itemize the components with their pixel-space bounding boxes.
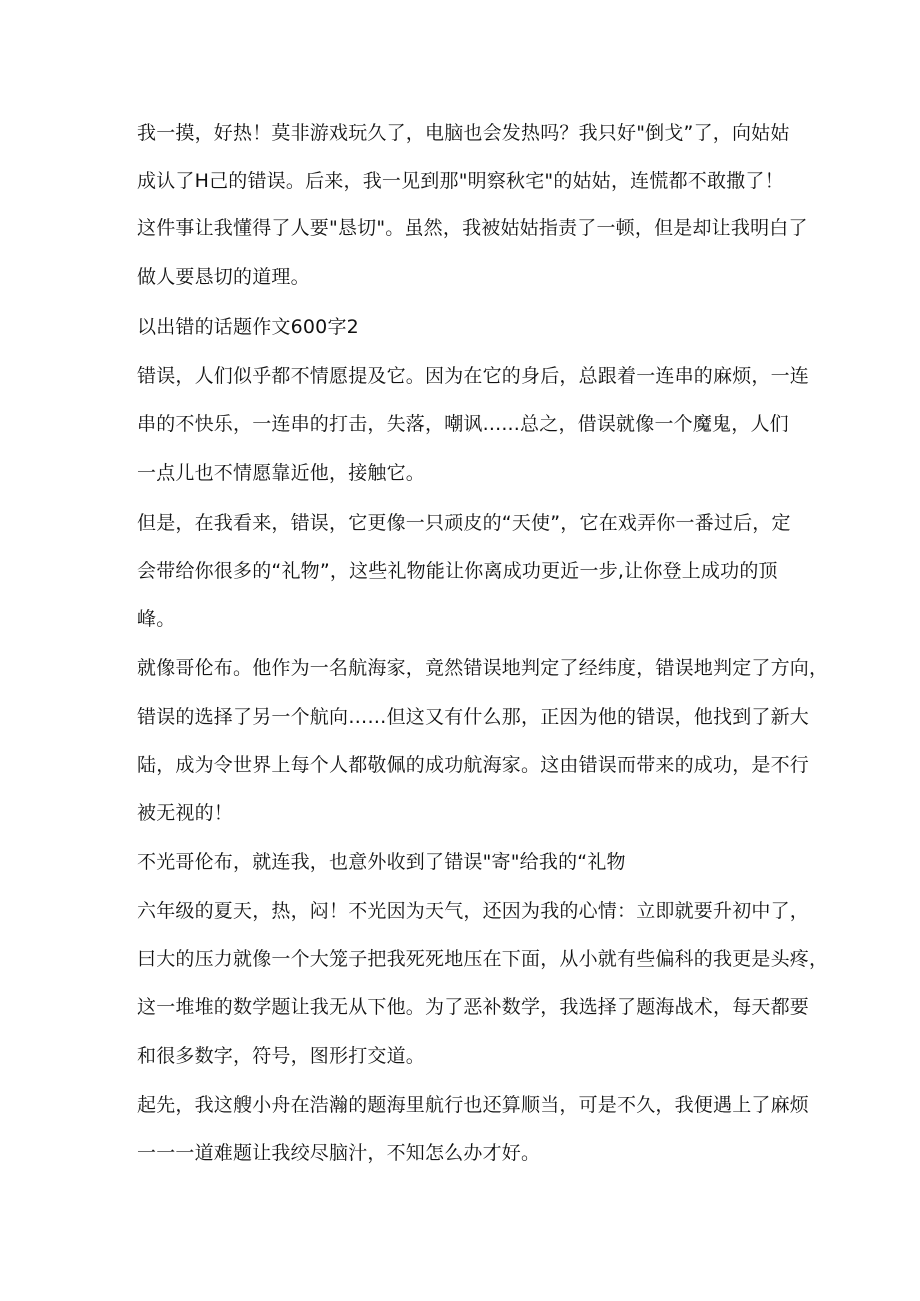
text-line: 错误，人们似乎都不情愿提及它。因为在它的身后，总跟着一连串的麻烦，一连 — [137, 365, 810, 387]
section-heading: 以出错的话题作文600字2 — [137, 316, 359, 338]
text-line: 峰。 — [137, 608, 176, 630]
text-line: 错误的选择了另一个航向……但这又有什么那，正因为他的错误，他找到了新大 — [137, 706, 810, 728]
text-line: 一点儿也不情愿靠近他，接触它。 — [137, 462, 426, 484]
text-line: 和很多数字，符号，图形打交道。 — [137, 1045, 426, 1067]
text-line: 这一堆堆的数学题让我无从下他。为了恶补数学，我选择了题海战术，每天都要 — [137, 996, 810, 1018]
text-line: 成认了H己的错误。后来，我一见到那"明察秋宅"的姑姑，连慌都不敢撒了！ — [137, 170, 784, 192]
text-line: 六年级的夏天，热，闷！不光因为天气，还因为我的心情：立即就要升初中了， — [137, 900, 810, 922]
text-line: 陆，成为令世界上每个人都敬佩的成功航海家。这由错误而带来的成功，是不行 — [137, 754, 810, 776]
text-line: 被无视的！ — [137, 802, 234, 824]
text-line: 但是，在我看来，错误，它更像一只顽皮的“天使”，它在戏弄你一番过后，定 — [137, 512, 791, 534]
text-line: 会带给你很多的“礼物”，这些礼物能让你离成功更近一步,让你登上成功的顶 — [137, 560, 778, 582]
text-line: 就像哥伦布。他作为一名航海家，竟然错误地判定了经纬度，错误地判定了方向， — [137, 657, 829, 679]
text-line: 不光哥伦布，就连我，也意外收到了错误"寄"给我的“礼物 — [137, 851, 626, 873]
text-line: 我一摸，好热！莫非游戏玩久了，电脑也会发热吗？我只好"倒戈”了，向姑姑 — [137, 122, 790, 144]
text-line: 一一一道难题让我绞尽脑汁，不知怎么办才好。 — [137, 1142, 541, 1164]
text-line: 做人要恳切的道理。 — [137, 266, 310, 288]
text-line: 曰大的压力就像一个大笼子把我死死地压在下面，从小就有些偏科的我更是头疼， — [137, 948, 829, 970]
text-line: 起先，我这艘小舟在浩瀚的题海里航行也还算顺当，可是不久，我便遇上了麻烦 — [137, 1094, 810, 1116]
text-line: 这件事让我懂得了人要"恳切"。虽然，我被姑姑指责了一顿，但是却让我明白了 — [137, 217, 808, 239]
text-line: 串的不快乐，一连串的打击，失落，嘲讽......总之，借误就像一个魔鬼，人们 — [137, 413, 789, 435]
